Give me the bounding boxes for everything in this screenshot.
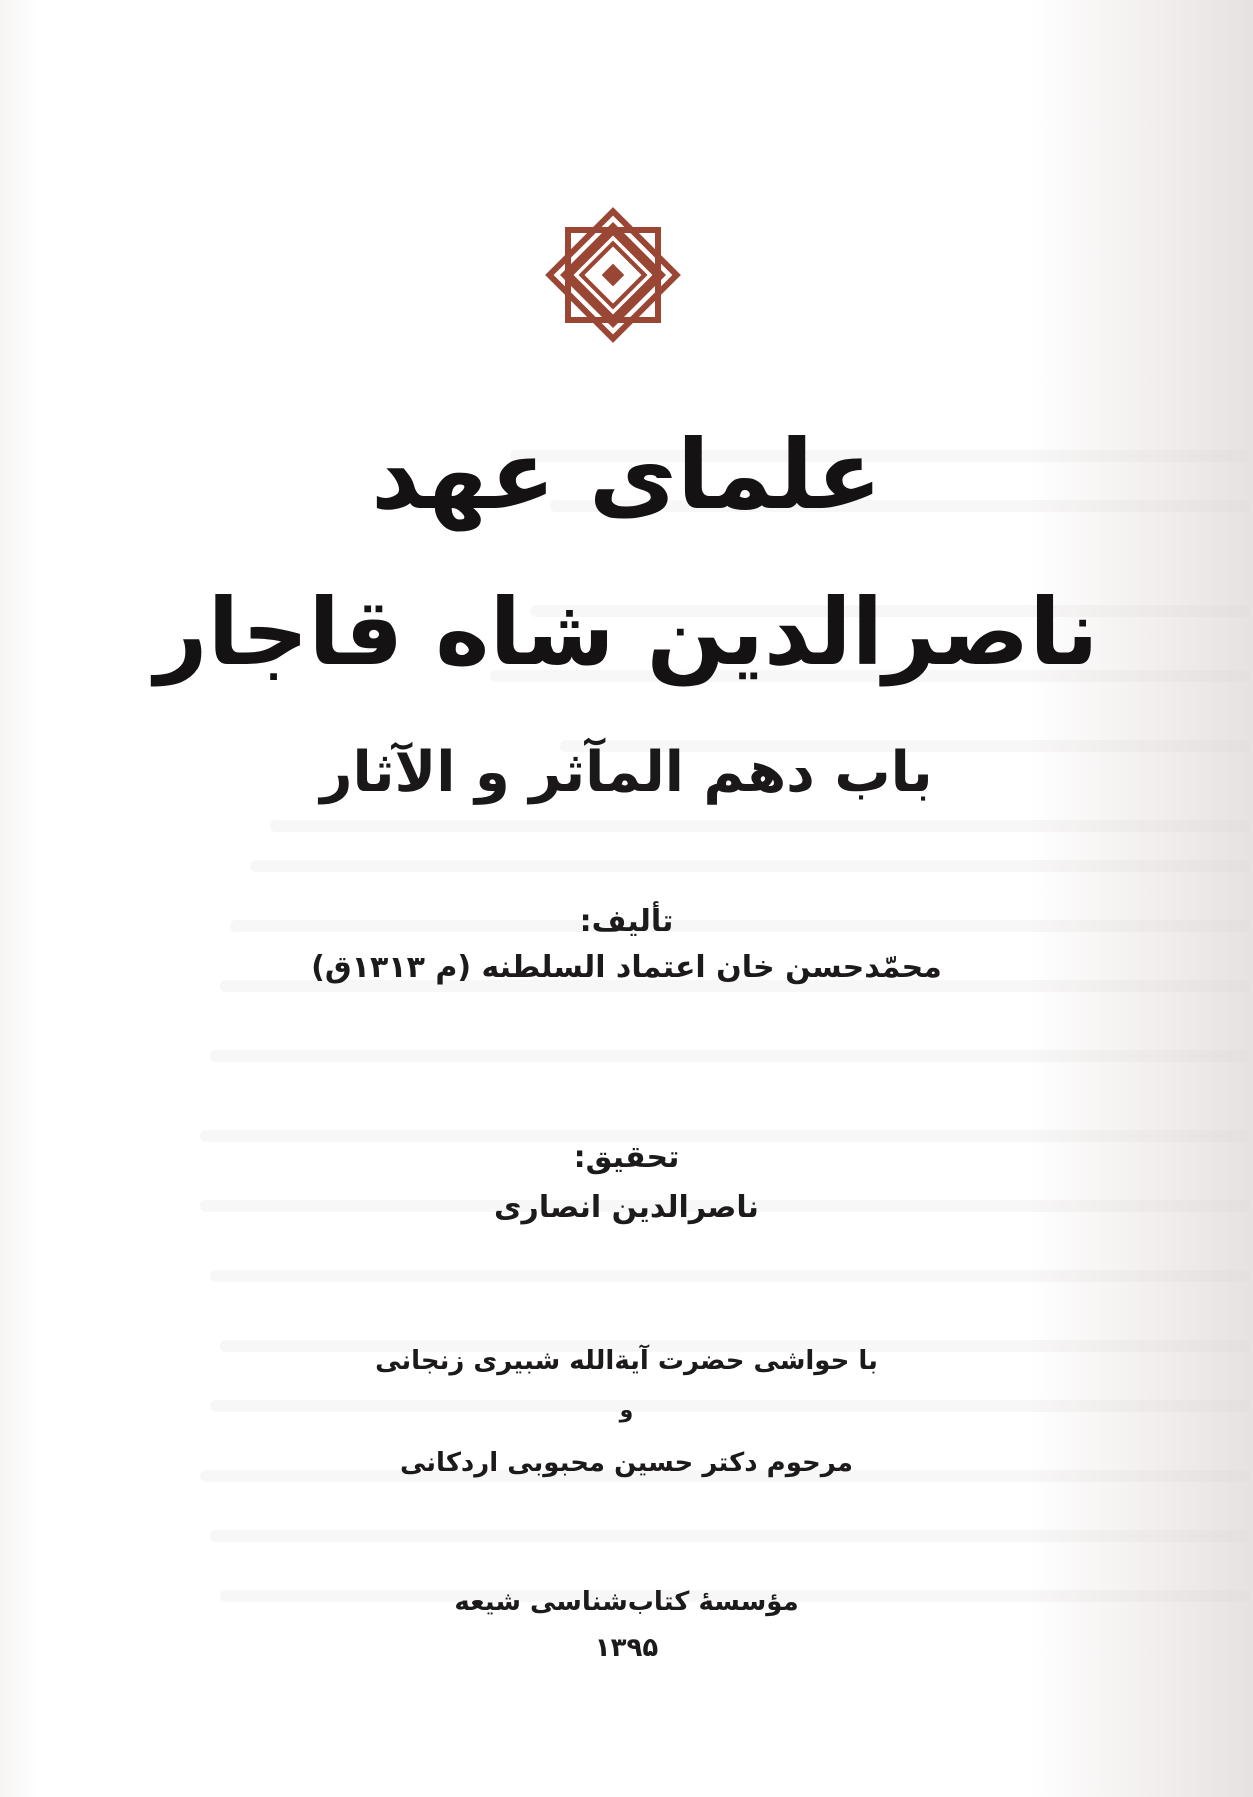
annotations-conjunction: و: [619, 1398, 634, 1423]
author-name: محمّدحسن خان اعتماد السلطنه (م ۱۳۱۳ق): [311, 950, 942, 985]
annotations-line-2: مرحوم دکتر حسین محبوبی اردکانی: [399, 1448, 854, 1478]
editor-name: ناصرالدین انصاری: [494, 1190, 759, 1225]
book-title-line-2: ناصرالدین شاه قاجار: [154, 579, 1099, 686]
kufic-square-star-logo-icon: [538, 200, 688, 350]
editor-label: تحقیق:: [573, 1140, 680, 1175]
annotations-line-1: با حواشی حضرت آیة‌الله شبیری زنجانی: [375, 1346, 878, 1376]
publication-year: ۱۳۹۵: [594, 1633, 659, 1663]
author-label: تألیف:: [579, 904, 674, 939]
book-subtitle: باب دهم المآثر و الآثار: [320, 740, 933, 805]
publisher-name: مؤسسهٔ کتاب‌شناسی شیعه: [454, 1587, 799, 1617]
book-title-line-1: علمای عهد: [371, 419, 882, 531]
